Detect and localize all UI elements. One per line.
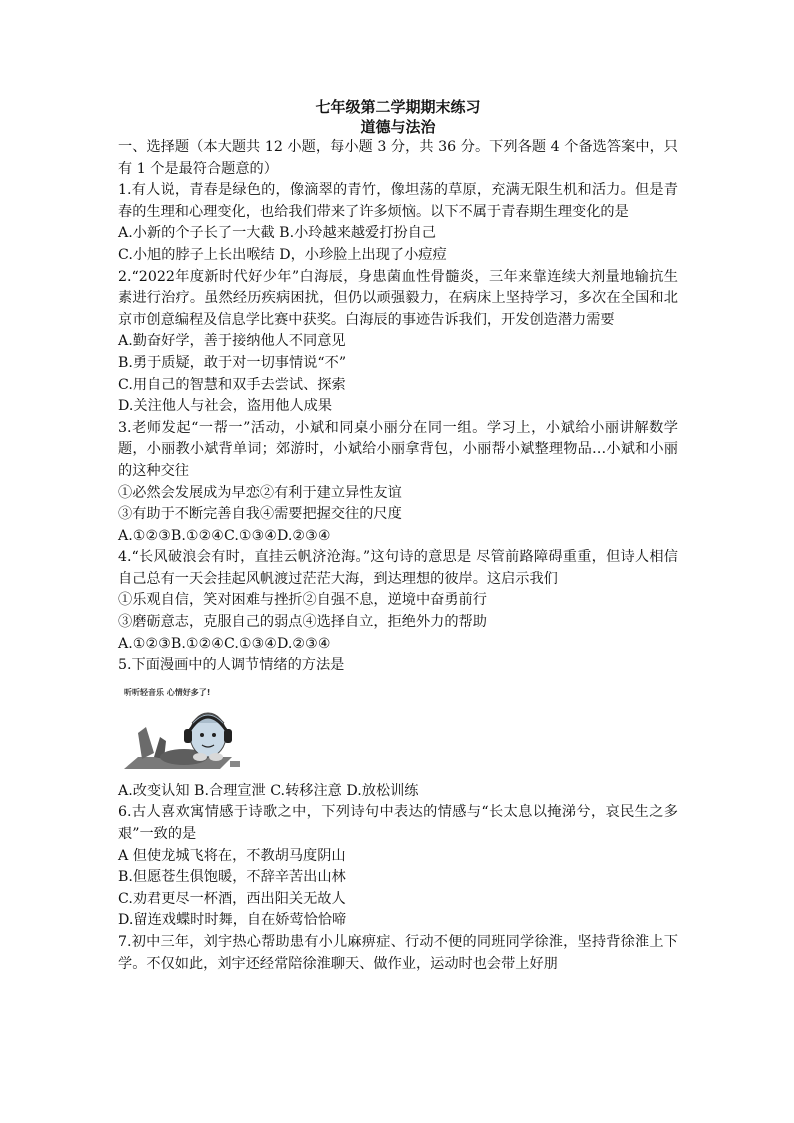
question-3-items-34: ③有助于不断完善自我④需要把握交往的尺度 bbox=[118, 506, 402, 523]
question-2-option-d: D.关注他人与社会，盗用他人成果 bbox=[118, 398, 333, 415]
question-4-options: A.①②③B.①②④C.①③④D.②③④ bbox=[118, 635, 331, 652]
question-1-options-cd: C.小旭的脖子上长出喉结 D，小珍脸上出现了小痘痘 bbox=[118, 246, 447, 263]
question-2-stem: 2.“2022年度新时代好少年”白海辰，身患菌血性骨髓炎，三年来靠连续大剂量地输抗生素进行治疗。虽然经历疾病困扰，但仍以顽强毅力，在病床上坚持学习，多次在全国和北京市创意编程及信息学比赛中获奖。白海辰的事迹告诉我们，开发创造潜力需要 bbox=[118, 268, 678, 328]
question-3-stem: 3.老师发起“一帮一”活动，小斌和同桌小丽分在同一组。学习上，小斌给小丽讲解数学题，小丽教小斌背单词；郊游时，小斌给小丽拿背包，小丽帮小斌整理物品…小斌和小丽的这种交往 bbox=[118, 419, 678, 479]
question-5-stem: 5.下面漫画中的人调节情绪的方法是 bbox=[118, 657, 345, 674]
question-6-stem: 6.古人喜欢寓情感于诗歌之中，下列诗句中表达的情感与“长太息以掩涕兮，哀民生之多艰”一致的是 bbox=[118, 804, 678, 843]
question-4-items-34: ③磨砺意志，克服自己的弱点④选择自立，拒绝外力的帮助 bbox=[118, 614, 487, 631]
question-3-options: A.①②③B.①②④C.①③④D.②③④ bbox=[118, 527, 331, 544]
exam-subject: 道德与法治 bbox=[360, 118, 436, 136]
question-4-stem: 4.“长风破浪会有时，直挂云帆济沧海。”这句诗的意思是 尽管前路障碍重重，但诗人相信自己总有一天会挂起风帆渡过茫茫大海，到达理想的彼岸。这启示我们 bbox=[118, 549, 678, 587]
cartoon-caption: 听听轻音乐 心情好多了! bbox=[124, 687, 211, 697]
music-cartoon-image bbox=[120, 683, 248, 779]
question-6-option-b: B.但愿苍生俱饱暖，不辞辛苦出山林 bbox=[118, 869, 346, 886]
exam-title: 七年级第二学期期末练习 bbox=[315, 98, 481, 116]
question-2-option-a: A.勤奋好学，善于接纳他人不同意见 bbox=[118, 333, 346, 350]
question-7-stem: 7.初中三年，刘宇热心帮助患有小儿麻痹症、行动不便的同班同学徐淮，坚持背徐淮上下学。不仅如此，刘宇还经常陪徐淮聊天、做作业，运动时也会带上好朋 bbox=[118, 934, 678, 972]
question-1-stem: 1.有人说，青春是绿色的，像滴翠的青竹，像坦荡的草原，充满无限生机和活力。但是青春的生理和心理变化，也给我们带来了许多烦恼。以下不属于青春期生理变化的是 bbox=[118, 182, 678, 220]
exam-page bbox=[118, 97, 678, 975]
question-6-option-c: C.劝君更尽一杯酒，西出阳关无故人 bbox=[118, 890, 346, 907]
question-6-option-a: A 但使龙城飞将在，不教胡马度阴山 bbox=[118, 847, 346, 864]
question-2-option-b: B.勇于质疑，敢于对一切事情说“不” bbox=[118, 354, 347, 371]
question-6-option-d: D.留连戏蝶时时舞，自在娇莺恰恰啼 bbox=[118, 912, 347, 929]
question-5-options: A.改变认知 B.合理宣泄 C.转移注意 D.放松训练 bbox=[118, 782, 419, 799]
section-intro: 一、选择题（本大题共 12 小题，每小题 3 分，共 36 分。下列各题 4 个备选答案中，只有 1 个是最符合题意的） bbox=[118, 139, 678, 177]
question-2-option-c: C.用自己的智慧和双手去尝试、探索 bbox=[118, 376, 346, 393]
question-3-items-12: ①必然会发展成为早恋②有利于建立异性友谊 bbox=[118, 484, 402, 501]
question-1-options-ab: A.小新的个子长了一大截 B.小玲越来越爱打扮自己 bbox=[118, 225, 436, 242]
question-4-items-12: ①乐观自信，笑对困难与挫折②自强不息，逆境中奋勇前行 bbox=[118, 592, 487, 609]
